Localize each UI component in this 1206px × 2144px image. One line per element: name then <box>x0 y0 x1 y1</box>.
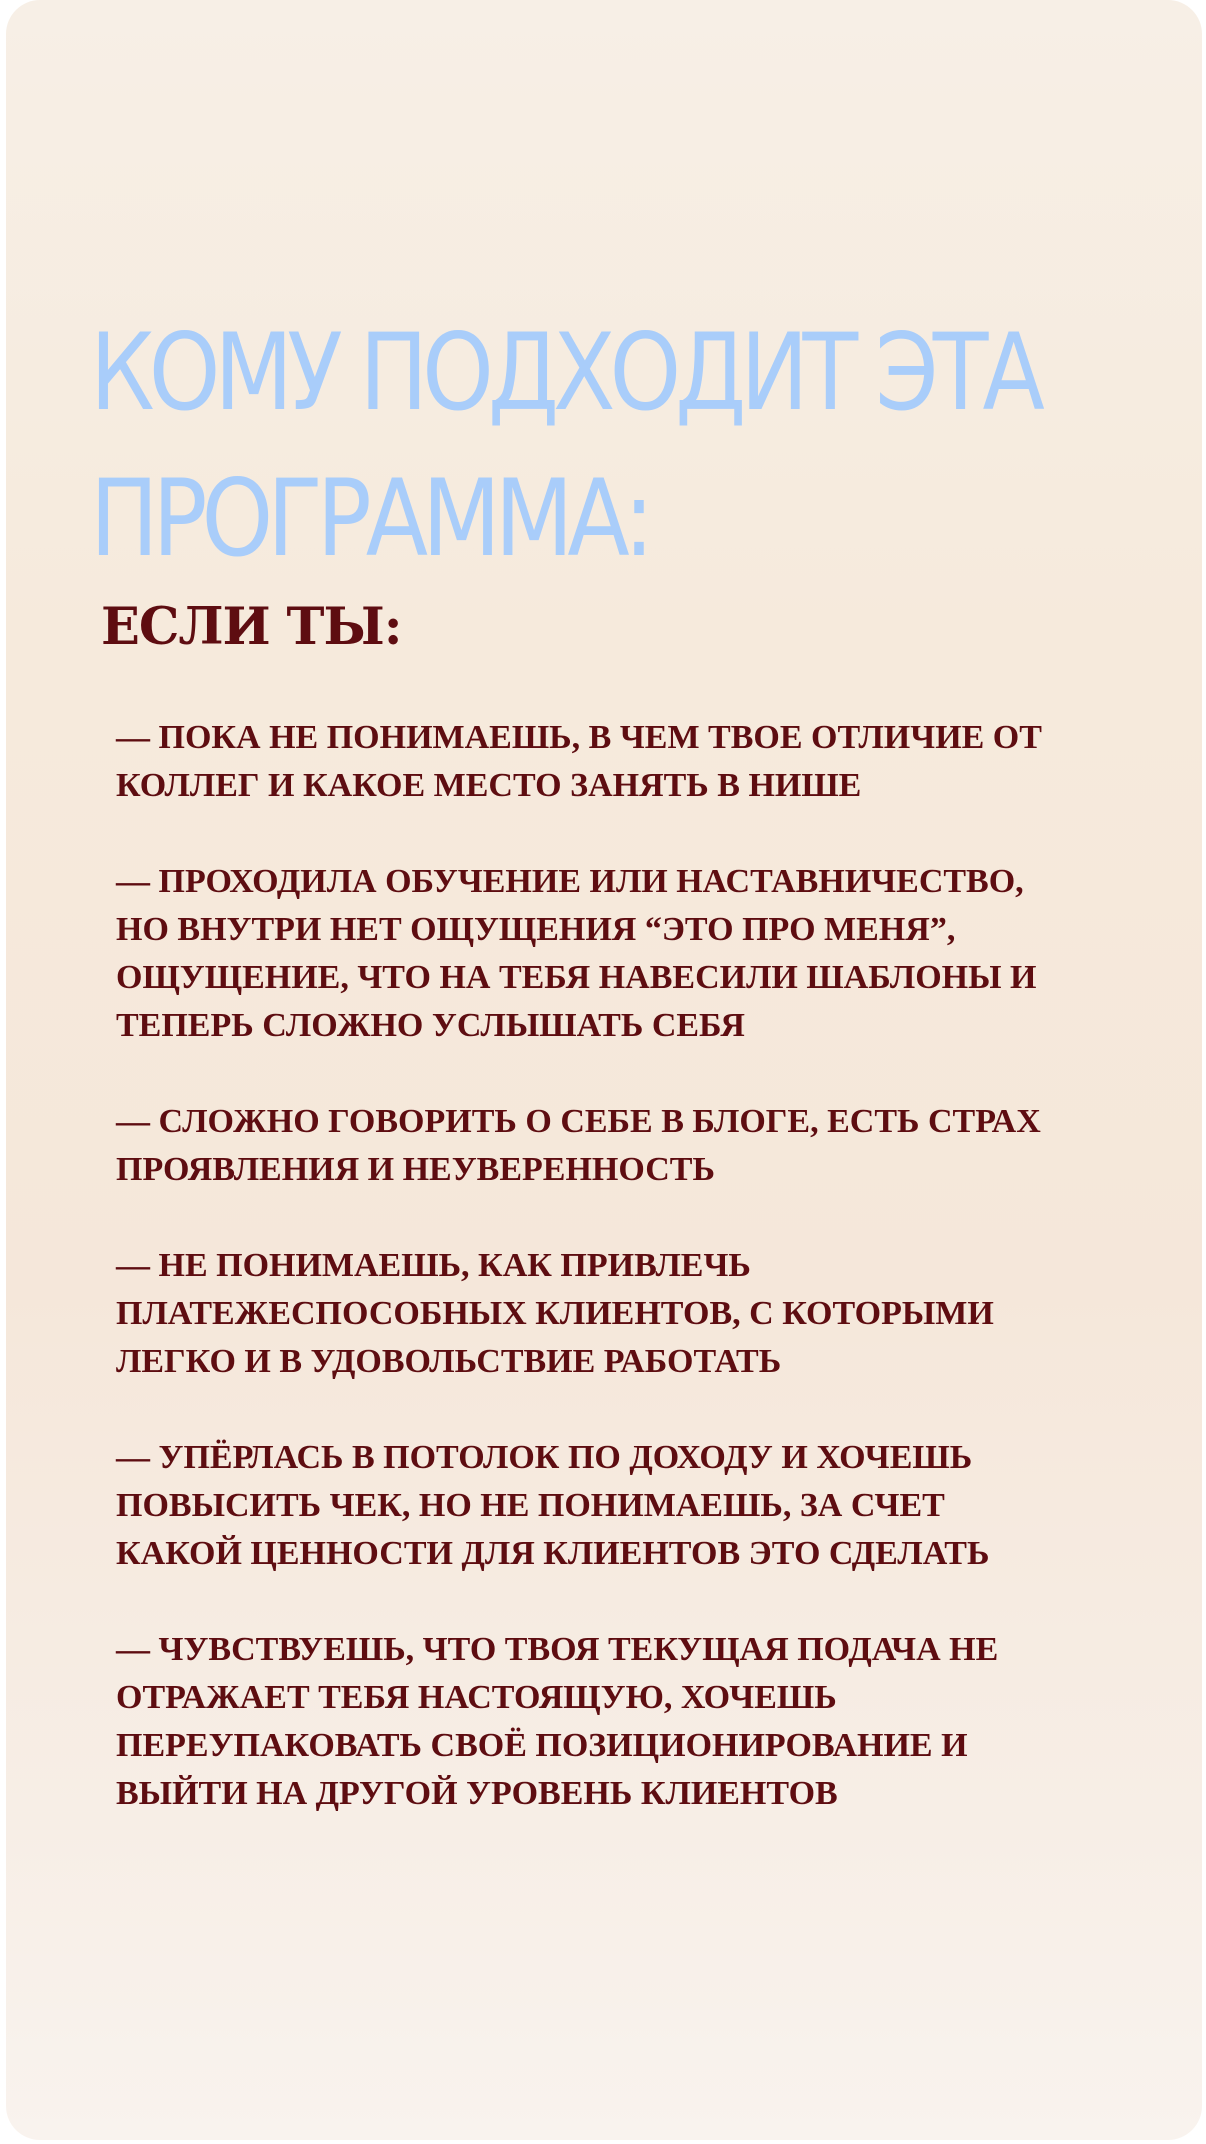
section-subtitle: ЕСЛИ ТЫ: <box>101 597 402 657</box>
list-item <box>116 1626 1136 1818</box>
list-item-line: — ПОКА НЕ ПОНИМАЕШЬ, В ЧЕМ ТВОЕ ОТЛИЧИЕ ОТ <box>116 719 1042 756</box>
list-item-line: ПЛАТЕЖЕСПОСОБНЫХ КЛИЕНТОВ, С КОТОРЫМИ <box>116 1295 994 1332</box>
list-item <box>116 1242 1136 1386</box>
list-item-line: — НЕ ПОНИМАЕШЬ, КАК ПРИВЛЕЧЬ <box>116 1247 751 1284</box>
list-item <box>116 858 1136 1050</box>
list-item-line: ВЫЙТИ НА ДРУГОЙ УРОВЕНЬ КЛИЕНТОВ <box>116 1775 838 1812</box>
criteria-list <box>116 714 1136 1866</box>
list-item-line: ЛЕГКО И В УДОВОЛЬСТВИЕ РАБОТАТЬ <box>116 1343 782 1380</box>
page-title <box>90 300 1039 592</box>
list-item-line: НО ВНУТРИ НЕТ ОЩУЩЕНИЯ “ЭТО ПРО МЕНЯ”, <box>116 911 956 948</box>
list-item-line: — УПЁРЛАСЬ В ПОТОЛОК ПО ДОХОДУ И ХОЧЕШЬ <box>116 1439 973 1476</box>
list-item-line: ОЩУЩЕНИЕ, ЧТО НА ТЕБЯ НАВЕСИЛИ ШАБЛОНЫ И <box>116 959 1037 996</box>
list-item-line: ОТРАЖАЕТ ТЕБЯ НАСТОЯЩУЮ, ХОЧЕШЬ <box>116 1679 837 1716</box>
list-item-line: — ПРОХОДИЛА ОБУЧЕНИЕ ИЛИ НАСТАВНИЧЕСТВО, <box>116 863 1024 900</box>
list-item-line: КАКОЙ ЦЕННОСТИ ДЛЯ КЛИЕНТОВ ЭТО СДЕЛАТЬ <box>116 1535 990 1572</box>
list-item-line: КОЛЛЕГ И КАКОЕ МЕСТО ЗАНЯТЬ В НИШЕ <box>116 767 862 804</box>
list-item <box>116 1434 1136 1578</box>
list-item-line: ПЕРЕУПАКОВАТЬ СВОЁ ПОЗИЦИОНИРОВАНИЕ И <box>116 1727 968 1764</box>
program-card <box>6 0 1202 2140</box>
list-item-line: ПРОЯВЛЕНИЯ И НЕУВЕРЕННОСТЬ <box>116 1151 715 1188</box>
list-item-line: — СЛОЖНО ГОВОРИТЬ О СЕБЕ В БЛОГЕ, ЕСТЬ СТРАХ <box>116 1103 1041 1140</box>
list-item-line: ТЕПЕРЬ СЛОЖНО УСЛЫШАТЬ СЕБЯ <box>116 1007 745 1044</box>
title-line-1: КОМУ ПОДХОДИТ ЭТА <box>90 311 1039 434</box>
list-item <box>116 714 1136 810</box>
list-item <box>116 1098 1136 1194</box>
list-item-line: — ЧУВСТВУЕШЬ, ЧТО ТВОЯ ТЕКУЩАЯ ПОДАЧА НЕ <box>116 1631 999 1668</box>
title-line-2: ПРОГРАММА: <box>90 457 649 580</box>
list-item-line: ПОВЫСИТЬ ЧЕК, НО НЕ ПОНИМАЕШЬ, ЗА СЧЕТ <box>116 1487 945 1524</box>
